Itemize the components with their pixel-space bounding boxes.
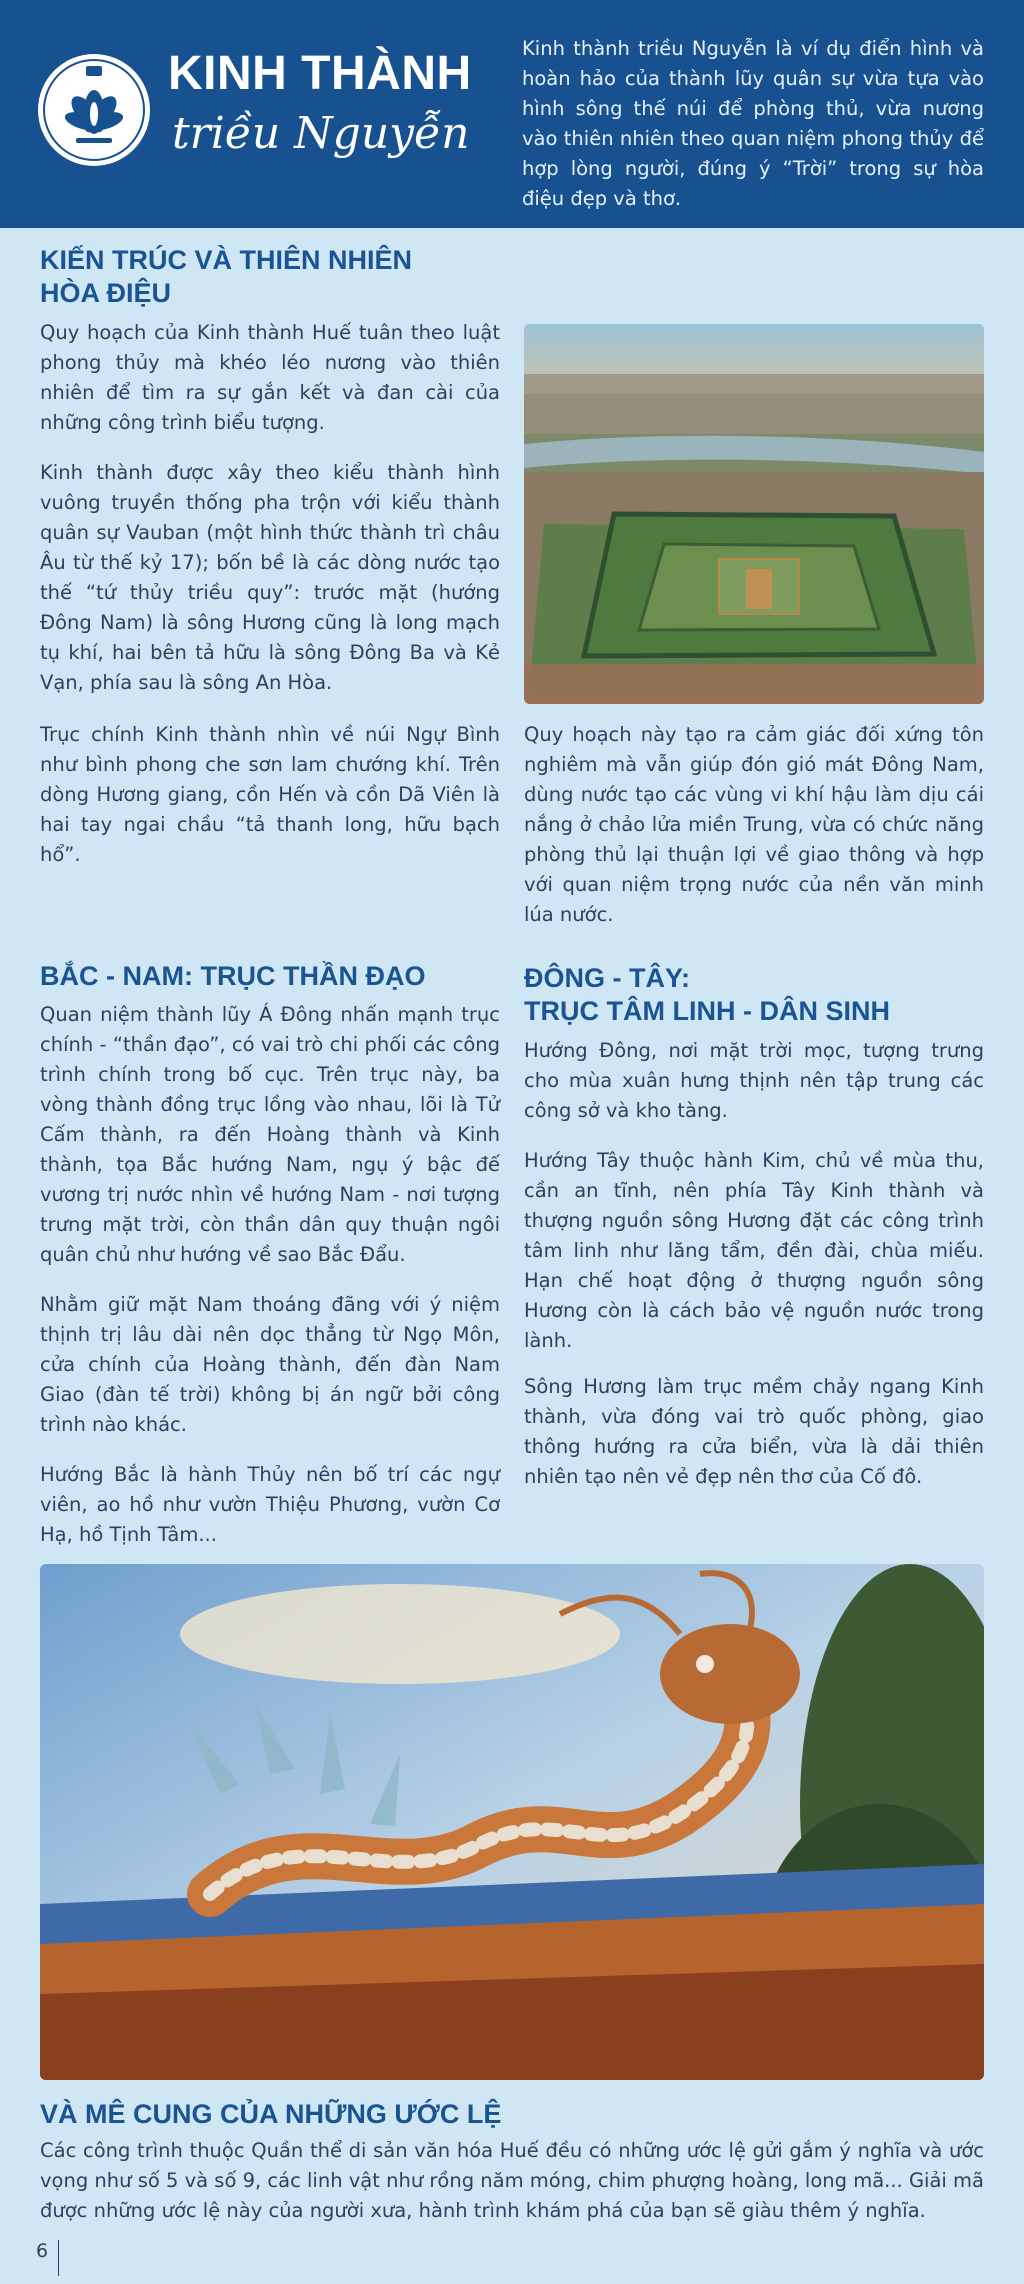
lotus-emblem-icon: [36, 52, 152, 168]
section-heading-conventions: VÀ MÊ CUNG CỦA NHỮNG ƯỚC LỆ: [40, 2099, 502, 2129]
page-number: 6: [36, 2240, 49, 2262]
citadel-aerial-photo: [524, 324, 984, 704]
paragraph: Hướng Đông, nơi mặt trời mọc, tượng trưng cho mùa xuân hưng thịnh nên tập trung các công sở và kho tàng.: [524, 1039, 984, 1122]
heading-line: TRỤC TÂM LINH - DÂN SINH: [524, 996, 890, 1026]
paragraph: Kinh thành được xây theo kiểu thành hình vuông truyền thống pha trộn với kiểu thành quân sự Vauban (một hình thức thành trì châu Âu từ thế kỷ 17); bốn bề là các dòng nước tạo thế “tứ thủy triều quy”: trước mặt (hướng Đông Nam) là sông Hương cũng là long mạch tụ khí, hai bên tả hữu là sông Đông Ba và Kẻ Vạn, phía sau là sông An Hòa.: [40, 461, 500, 694]
heading-line: KIẾN TRÚC VÀ THIÊN NHIÊN: [40, 245, 413, 275]
paragraph: Quan niệm thành lũy Á Đông nhấn mạnh trục chính - “thần đạo”, có vai trò chi phối các công trình chính trong bố cục. Trên trục này, ba vòng thành đồng trục lồng vào nhau, lõi là Tử Cấm thành, ra đến Hoàng thành và Kinh thành, tọa Bắc hướng Nam, ngụ ý bậc đế vương trị nước nhìn về hướng Nam - nơi tượng trưng mặt trời, còn thần dân quy thuận ngôi quân chủ như hướng về sao Bắc Đẩu.: [40, 1003, 500, 1266]
paragraph: Trục chính Kinh thành nhìn về núi Ngự Bình như bình phong che sơn lam chướng khí. Trên dòng Hương giang, cồn Hến và cồn Dã Viên là hai tay ngai chầu “tả thanh long, hữu bạch hổ”.: [40, 723, 500, 866]
paragraph: Quy hoạch của Kinh thành Huế tuân theo luật phong thủy mà khéo léo nương vào thiên nhiên để tìm ra sự gắn kết và đan cài của những công trình biểu tượng.: [40, 321, 500, 434]
header-banner: [0, 0, 1024, 228]
heading-line: HÒA ĐIỆU: [40, 278, 172, 308]
paragraph: Nhằm giữ mặt Nam thoáng đãng với ý niệm thịnh trị lâu dài nên dọc thẳng từ Ngọ Môn, cửa chính của Hoàng thành, đến đàn Nam Giao (đàn tế trời) không bị án ngữ bởi công trình nào khác.: [40, 1293, 500, 1436]
intro-text: Kinh thành triều Nguyễn là ví dụ điển hình và hoàn hảo của thành lũy quân sự vừa tựa vào hình sông thế núi để phòng thủ, vừa nương vào thiên nhiên theo quan niệm phong thủy để hợp lòng người, đúng ý “Trời” trong sự hòa điệu đẹp và thơ.: [522, 37, 984, 210]
brand-subtitle: triều Nguyễn: [172, 108, 470, 159]
paragraph: Các công trình thuộc Quần thể di sản văn hóa Huế đều có những ước lệ gửi gắm ý nghĩa và ước vọng như số 5 và số 9, các linh vật như rồng năm móng, chim phượng hoàng, long mã... Giải mã được những ước lệ này của người xưa, hành trình khám phá của bạn sẽ giàu thêm ý nghĩa.: [40, 2139, 984, 2222]
section-heading-north-south: BẮC - NAM: TRỤC THẦN ĐẠO: [40, 961, 426, 991]
paragraph: Hướng Tây thuộc hành Kim, chủ về mùa thu, cần an tĩnh, nên phía Tây Kinh thành và thượng nguồn sông Hương đặt các công trình tâm linh như lăng tẩm, đền đài, chùa miếu. Hạn chế hoạt động ở thượng nguồn sông Hương còn là cách bảo vệ nguồn nước trong lành.: [524, 1149, 984, 1352]
section-heading-east-west: [524, 962, 984, 1028]
brand-title: KINH THÀNH: [168, 47, 472, 100]
paragraph: Hướng Bắc là hành Thủy nên bố trí các ngự viên, ao hồ như vườn Thiệu Phương, vườn Cơ Hạ, hồ Tịnh Tâm...: [40, 1463, 500, 1546]
paragraph: Sông Hương làm trục mềm chảy ngang Kinh thành, vừa đóng vai trò quốc phòng, giao thông hướng ra cửa biển, vừa là dải thiên nhiên tạo nên vẻ đẹp nên thơ của Cố đô.: [524, 1375, 984, 1488]
dragon-roof-ornament-photo: [40, 1564, 984, 2080]
section-heading-architecture: [40, 244, 500, 310]
heading-line: ĐÔNG - TÂY:: [524, 963, 690, 993]
paragraph: Quy hoạch này tạo ra cảm giác đối xứng tôn nghiêm mà vẫn giúp đón gió mát Đông Nam, dùng nước tạo các vùng vi khí hậu làm dịu cái nắng ở chảo lửa miền Trung, vừa có chức năng phòng thủ lại thuận lợi về giao thông và hợp với quan niệm trọng nước của nền văn minh lúa nước.: [524, 723, 984, 926]
page-divider: [58, 2240, 59, 2276]
